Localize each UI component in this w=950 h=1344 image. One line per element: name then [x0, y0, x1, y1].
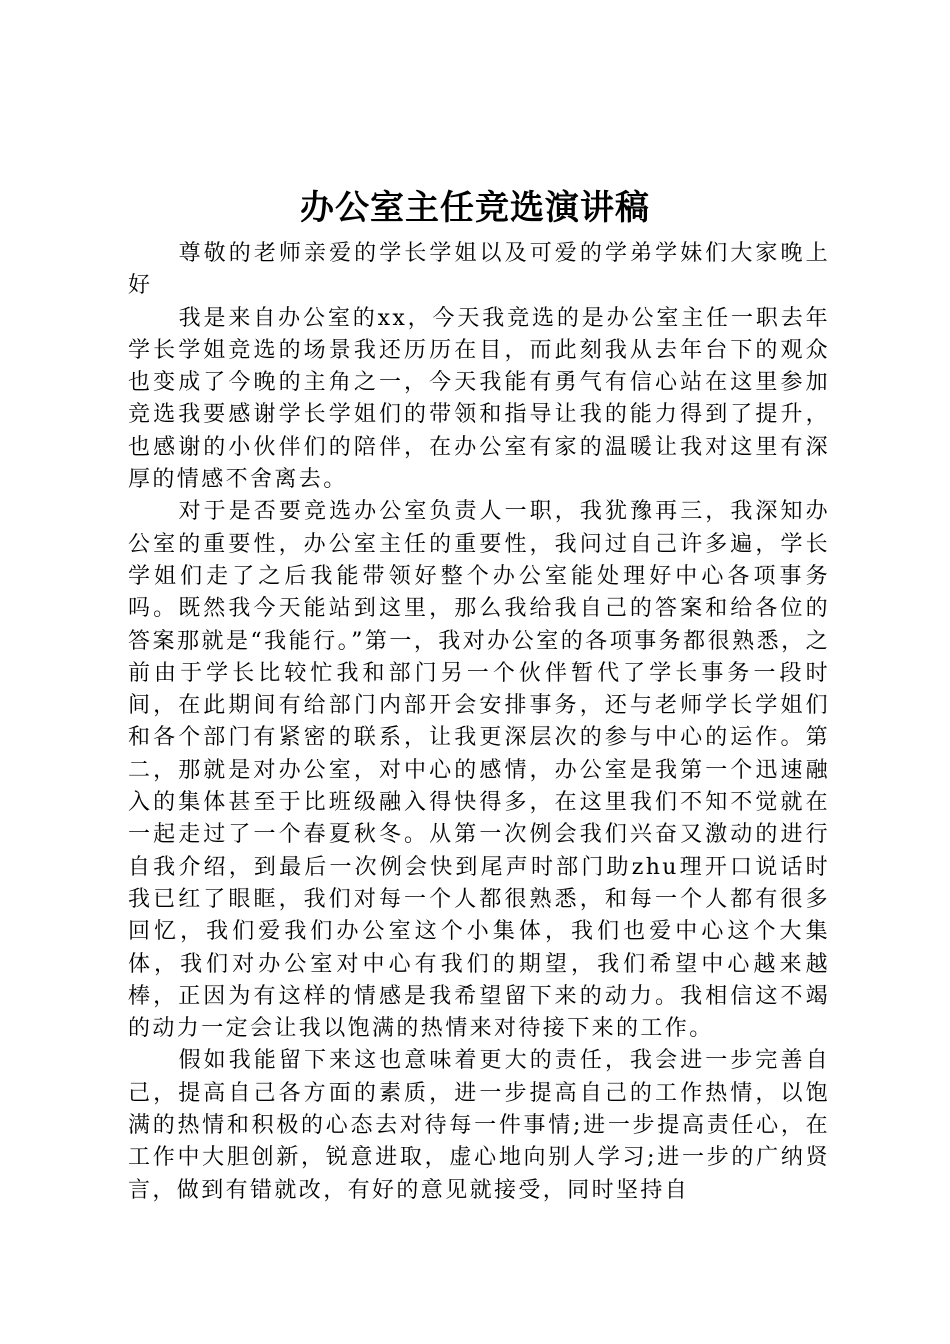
document-body: [128, 238, 830, 1207]
paragraph-greeting: 尊敬的老师亲爱的学长学姐以及可爱的学弟学妹们大家晚上好: [128, 241, 830, 299]
document-title: 办公室主任竞选演讲稿: [300, 188, 650, 228]
paragraph-reasons: 对于是否要竞选办公室负责人一职，我犹豫再三，我深知办公室的重要性，办公室主任的重要性，我问过自己许多遍，学长学姐们走了之后我能带领好整个办公室能处理好中心各项事务吗。既然我今天能站到这里，那么我给我自己的答案和给各位的答案那就是“我能行。”第一，我对办公室的各项事务都很熟悉，之前由于学长比较忙我和部门另一个伙伴暂代了学长事务一段时间，在此期间有给部门内部开会安排事务，还与老师学长学姐们和各个部门有紧密的联系，让我更深层次的参与中心的运作。第二，那就是对办公室，对中心的感情，办公室是我第一个迅速融入的集体甚至于比班级融入得快得多，在这里我们不知不觉就在一起走过了一个春夏秋冬。从第一次例会我们兴奋又激动的进行自我介绍，到最后一次例会快到尾声时部门助zhu理开口说话时我已红了眼眶，我们对每一个人都很熟悉，和每一个人都有很多回忆，我们爱我们办公室这个小集体，我们也爱中心这个大集体，我们对办公室对中心有我们的期望，我们希望中心越来越棒，正因为有这样的情感是我希望留下来的动力。我相信这不竭的动力一定会让我以饱满的热情来对待接下来的工作。: [128, 499, 830, 1042]
paragraph-introduction: 我是来自办公室的xx，今天我竞选的是办公室主任一职去年学长学姐竞选的场景我还历历在目，而此刻我从去年台下的观众也变成了今晚的主角之一，今天我能有勇气有信心站在这里参加竞选我要感谢学长学姐们的带领和指导让我的能力得到了提升，也感谢的小伙伴们的陪伴，在办公室有家的温暖让我对这里有深厚的情感不舍离去。: [128, 305, 830, 493]
paragraph-commitment: 假如我能留下来这也意味着更大的责任，我会进一步完善自己，提高自己各方面的素质，进一步提高自己的工作热情，以饱满的热情和积极的心态去对待每一件事情;进一步提高责任心，在工作中大胆创新，锐意进取，虚心地向别人学习;进一步的广纳贤言，做到有错就改，有好的意见就接受，同时坚持自: [128, 1048, 830, 1203]
